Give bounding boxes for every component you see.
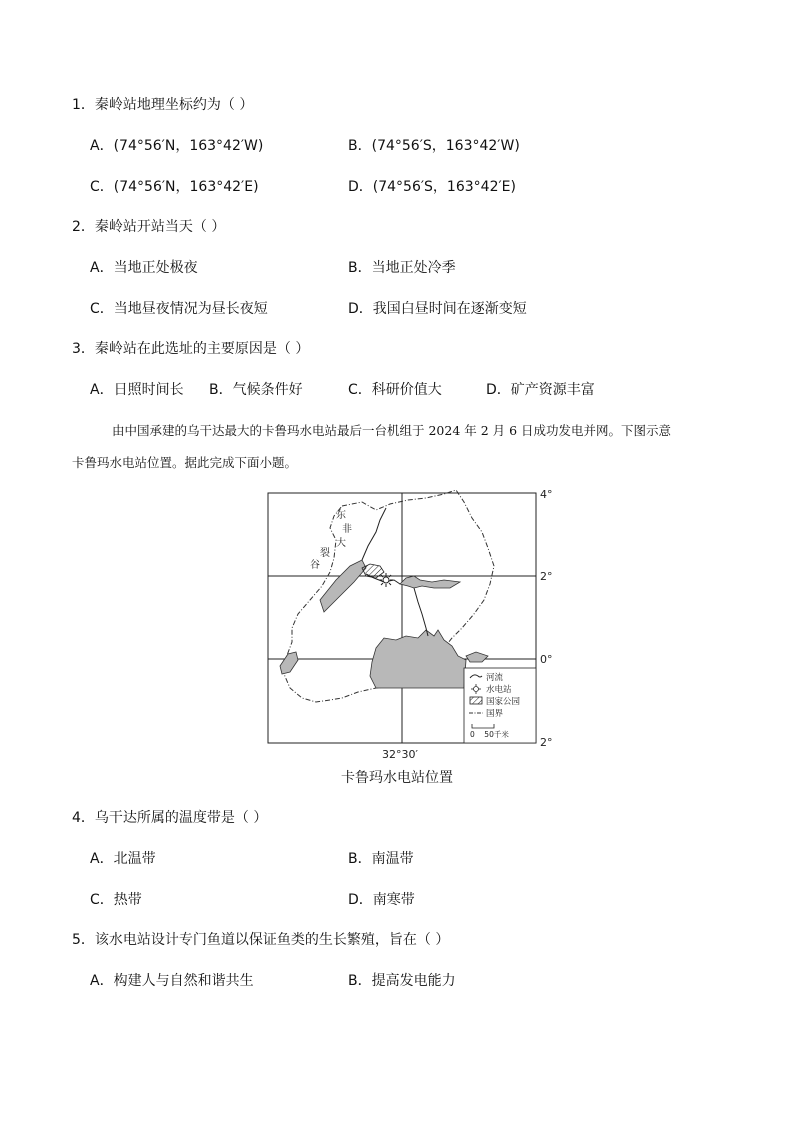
q1-option-b[interactable]: B．(74°56′S，163°42′W) [348,138,520,154]
intro-paragraph [72,421,722,473]
legend-station-label: 水电站 [486,685,512,695]
q3-option-c[interactable]: C．科研价值大 [348,382,442,398]
q2-option-a[interactable]: A．当地正处极夜 [90,260,198,276]
legend-river-label: 河流 [486,673,504,683]
q3-option-b[interactable]: B．气候条件好 [209,382,303,398]
lat-label-2n: 2° [540,570,553,583]
q1-option-d[interactable]: D．(74°56′S，163°42′E) [348,179,516,195]
lat-label-2s: 2° [540,736,553,749]
rift-label-1: 东 [336,510,346,521]
intro-line-1: 由中国承建的乌干达最大的卡鲁玛水电站最后一台机组于 2024 年 2 月 6 日成功发电并网。下图示意 [112,423,672,438]
lat-label-4n: 4° [540,488,553,501]
intro-line-2: 卡鲁玛水电站位置。据此完成下面小题。 [72,455,298,470]
question-5-stem: 5．该水电站设计专门鱼道以保证鱼类的生长繁殖，旨在（ ） [72,932,450,948]
rift-label-3: 大 [336,538,346,549]
q5-option-b[interactable]: B．提高发电能力 [348,973,456,989]
q2-option-d[interactable]: D．我国白昼时间在逐渐变短 [348,301,527,317]
question-4-stem: 4．乌干达所属的温度带是（ ） [72,810,268,826]
question-3-stem: 3．秦岭站在此选址的主要原因是（ ） [72,341,310,357]
q3-option-d[interactable]: D．矿产资源丰富 [486,382,595,398]
hydropower-station-icon [379,573,393,587]
rift-label-2: 非 [342,524,352,535]
legend-scale-label: 0 50千米 [470,730,509,739]
q2-option-b[interactable]: B．当地正处冷季 [348,260,456,276]
lat-label-0: 0° [540,653,553,666]
q1-option-a[interactable]: A．(74°56′N，163°42′W) [90,138,264,154]
map-legend [464,668,536,743]
q4-option-c[interactable]: C．热带 [90,892,142,908]
karuma-location-map [258,488,578,760]
q4-option-a[interactable]: A．北温带 [90,851,156,867]
rift-label-5: 谷 [310,560,320,571]
q5-option-a[interactable]: A．构建人与自然和谐共生 [90,973,254,989]
lon-label: 32°30′ [382,748,418,760]
map-caption: 卡鲁玛水电站位置 [341,770,453,786]
legend-park-label: 国家公园 [486,697,521,707]
q4-option-d[interactable]: D．南寒带 [348,892,415,908]
legend-border-label: 国界 [486,709,504,719]
question-1-stem: 1．秦岭站地理坐标约为（ ） [72,97,254,113]
q1-option-c[interactable]: C．(74°56′N，163°42′E) [90,179,259,195]
q3-option-a[interactable]: A．日照时间长 [90,382,184,398]
question-2-stem: 2．秦岭站开站当天（ ） [72,219,226,235]
legend-park-symbol [470,697,482,704]
q2-option-c[interactable]: C．当地昼夜情况为昼长夜短 [90,301,268,317]
q4-option-b[interactable]: B．南温带 [348,851,414,867]
rift-label-4: 裂 [320,548,330,559]
